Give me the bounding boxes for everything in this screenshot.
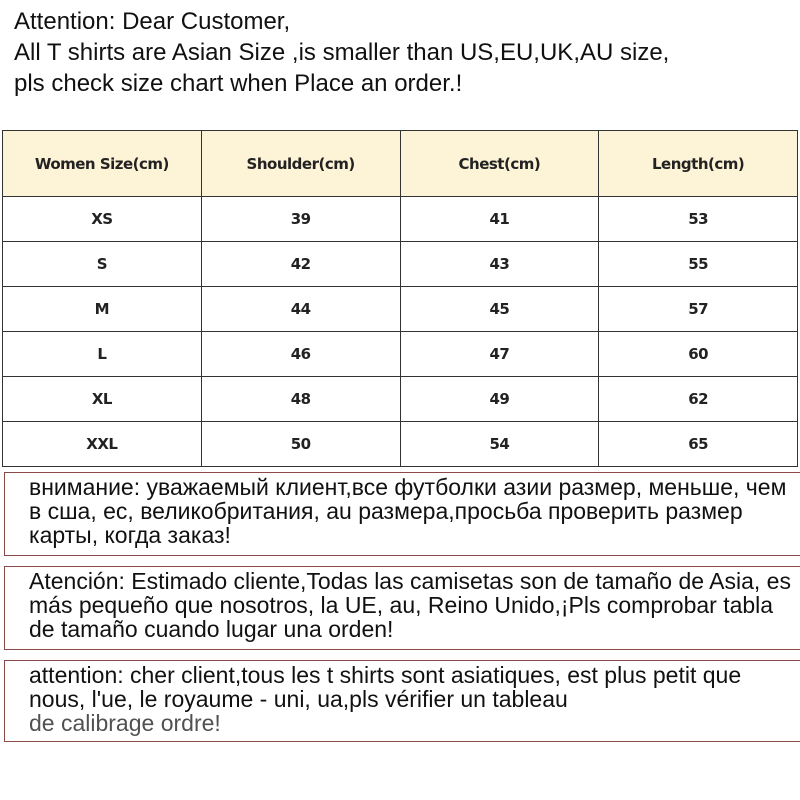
table-cell: 65 <box>599 422 798 467</box>
notice-russian <box>4 472 800 556</box>
table-row <box>3 197 798 242</box>
table-cell: 62 <box>599 377 798 422</box>
notice-text: внимание: уважаемый клиент,все футболки азии размер, меньше, чем в сша, ес, великобритания, au размера,просьба проверить размер карты, когда заказ! <box>29 474 787 548</box>
notice-french <box>4 660 800 742</box>
table-cell: 54 <box>400 422 599 467</box>
table-cell: L <box>3 332 202 377</box>
table-cell: 42 <box>201 242 400 287</box>
table-cell: 53 <box>599 197 798 242</box>
table-cell: 43 <box>400 242 599 287</box>
header-cell: Women Size(cm) <box>3 131 202 197</box>
table-cell: 41 <box>400 197 599 242</box>
table-row <box>3 287 798 332</box>
size-chart-table <box>2 130 798 467</box>
table-row <box>3 242 798 287</box>
intro-notice <box>14 6 669 99</box>
intro-line: All T shirts are Asian Size ,is smaller than US,EU,UK,AU size, <box>14 39 670 66</box>
table-row <box>3 377 798 422</box>
table-cell: 45 <box>400 287 599 332</box>
table-cell: 44 <box>201 287 400 332</box>
table-cell: 55 <box>599 242 798 287</box>
notice-text: Atención: Estimado cliente,Todas las camisetas son de tamaño de Asia, es más pequeño que nosotros, la UE, au, Reino Unido,¡Pls comprobar tabla de tamaño cuando lugar una orden! <box>29 568 791 642</box>
table-cell: 60 <box>599 332 798 377</box>
table-row <box>3 422 798 467</box>
table-row <box>3 332 798 377</box>
table-cell: XS <box>3 197 202 242</box>
table-cell: 47 <box>400 332 599 377</box>
notice-spanish <box>4 566 800 650</box>
header-cell: Chest(cm) <box>400 131 599 197</box>
table-cell: 39 <box>201 197 400 242</box>
table-cell: M <box>3 287 202 332</box>
table-cell: 50 <box>201 422 400 467</box>
header-cell: Shoulder(cm) <box>201 131 400 197</box>
table-cell: 46 <box>201 332 400 377</box>
table-cell: 48 <box>201 377 400 422</box>
table-header-row <box>3 131 798 197</box>
notice-text: attention: cher client,tous les t shirts sont asiatiques, est plus petit que nous, l'ue, le royaume - uni, ua,pls vérifier un tableau <box>29 662 742 712</box>
notice-text-garbled: de calibrage ordre! <box>29 710 221 736</box>
table-cell: S <box>3 242 202 287</box>
intro-line: pls check size chart when Place an order.! <box>14 70 463 97</box>
table-cell: XL <box>3 377 202 422</box>
table-cell: 49 <box>400 377 599 422</box>
intro-line: Attention: Dear Customer, <box>14 8 291 35</box>
header-cell: Length(cm) <box>599 131 798 197</box>
table-cell: 57 <box>599 287 798 332</box>
table-cell: XXL <box>3 422 202 467</box>
